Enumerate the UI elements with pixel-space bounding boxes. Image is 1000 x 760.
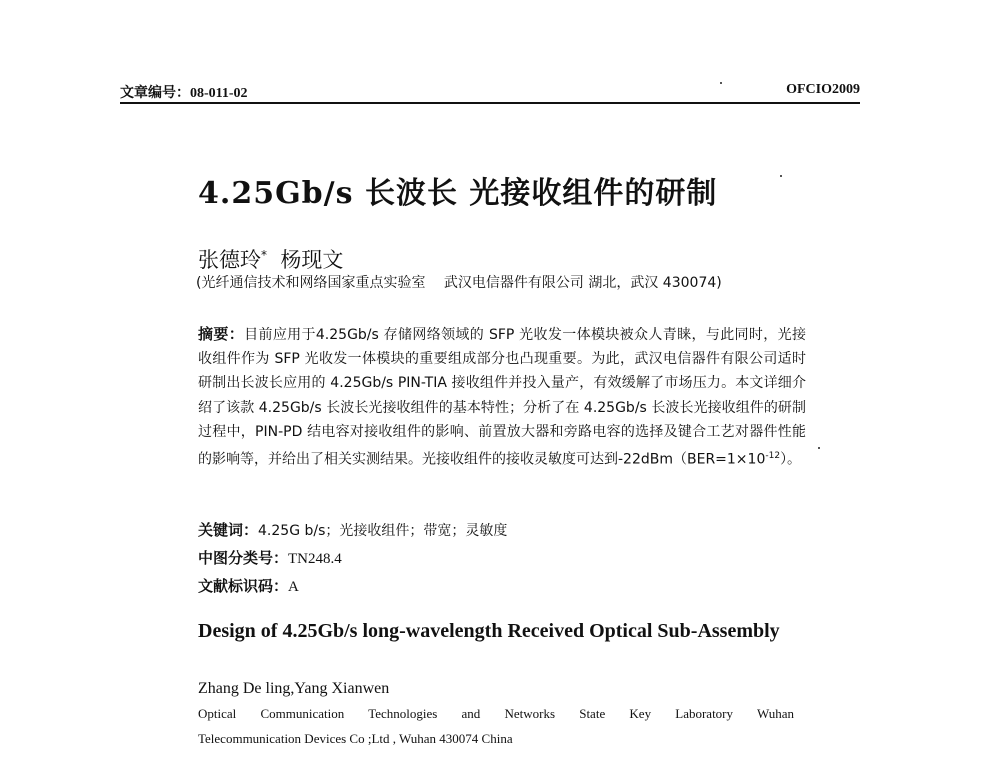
article-number: [120, 82, 248, 102]
english-title: Design of 4.25Gb/s long-wavelength Received Optical Sub-Assembly: [198, 620, 780, 642]
article-number-value: 08-011-02: [190, 86, 248, 101]
abstract-label: 摘要：: [198, 325, 245, 343]
conference-code: OFCIO2009: [786, 82, 860, 97]
document-code-label: 文献标识码：: [198, 577, 289, 595]
keywords-label: 关键词：: [198, 521, 259, 539]
scan-speck: [720, 82, 722, 84]
abstract: [198, 322, 806, 472]
keywords-value: 4.25G b/s；光接收组件；带宽；灵敏度: [258, 523, 508, 539]
page-header: [120, 76, 860, 104]
author-line: [198, 244, 343, 274]
english-authors: Zhang De ling,Yang Xianwen: [198, 680, 390, 697]
paper-title: 4.25Gb/s 长波长 光接收组件的研制: [198, 176, 718, 211]
abstract-tail: ）。: [780, 451, 802, 468]
scan-speck: [818, 447, 820, 449]
author-name: 杨现文: [267, 248, 344, 272]
keywords-line: [198, 519, 507, 540]
clc-line: [198, 547, 342, 568]
scan-speck: [780, 175, 782, 177]
abstract-text: 目前应用于4.25Gb/s 存储网络领域的 SFP 光收发一体模块被众人青睐，与此同时，光接收组件作为 SFP 光收发一体模块的重要组成部分也凸现重要。为此，武汉电信器件有限公司适时研制出长波长应用的 4.25Gb/s PIN-TIA 接收组件并投入量产，有效缓解了市场压力。本文详细介绍了该款 4.25Gb/s 长波长光接收组件的基本特性；分析了在 4.25Gb/s 长波长光接收组件的研制过程中，PIN-PD 结电容对接收组件的影响、前置放大器和旁路电容的选择及键合工艺对器件性能的影响等，并给出了相关实测结果。光接收组件的接收灵敏度可达到-22dBm（BER=1×10: [198, 327, 806, 468]
author-name: 张德玲: [198, 248, 261, 272]
document-code-line: [198, 575, 299, 596]
english-affiliation-line: Optical Communication Technologies and Networks State Key Laboratory Wuhan: [198, 706, 794, 721]
affiliation: (光纤通信技术和网络国家重点实验室 武汉电信器件有限公司 湖北，武汉 430074): [196, 275, 722, 291]
english-affiliation-line: Telecommunication Devices Co ;Ltd , Wuhan 430074 China: [198, 731, 513, 746]
clc-label: 中图分类号：: [198, 549, 289, 567]
clc-value: TN248.4: [288, 551, 342, 567]
document-code-value: A: [288, 579, 299, 595]
abstract-exponent: -12: [765, 451, 781, 462]
article-number-label: 文章编号：: [120, 86, 190, 101]
corresponding-author-mark: *: [261, 248, 267, 262]
